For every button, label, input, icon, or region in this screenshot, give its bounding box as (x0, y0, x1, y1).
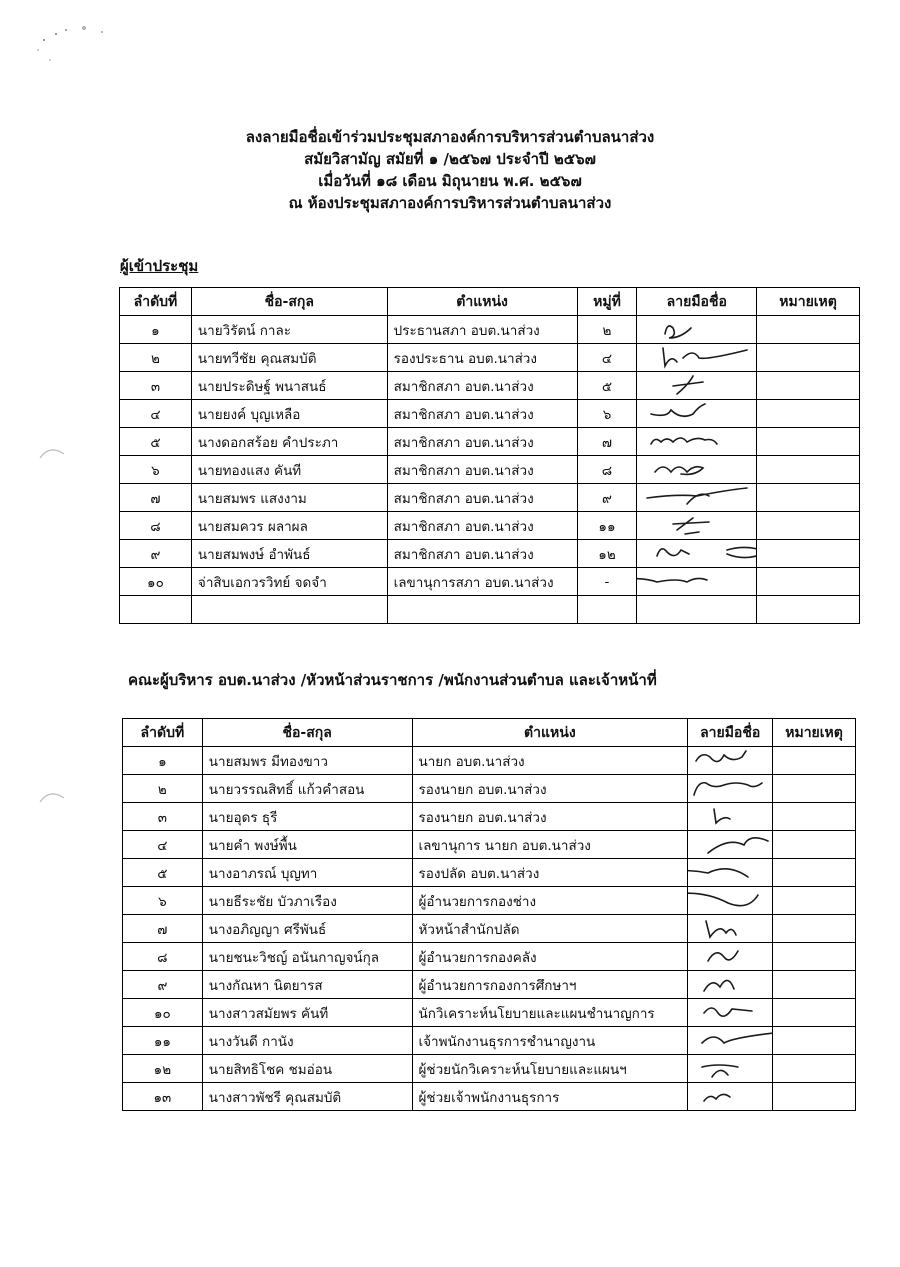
staff-position: รองนายก อบต.นาส่วง (412, 775, 688, 803)
handwritten-signature (637, 456, 756, 483)
staff-position: นักวิเคราะห์นโยบายและแผนชำนาญการ (412, 999, 688, 1027)
note-cell (757, 596, 860, 624)
table-row (120, 428, 860, 456)
table-header-row (123, 719, 856, 747)
scan-specks (30, 20, 130, 80)
staff-position: รองปลัด อบต.นาส่วง (412, 859, 688, 887)
village-number: ๘ (577, 456, 637, 484)
note-cell (773, 747, 856, 775)
note-cell (757, 428, 860, 456)
member-name: นายสมควร ผลาผล (191, 512, 387, 540)
village-number: ๑๒ (577, 540, 637, 568)
table-row (120, 456, 860, 484)
punch-hole-mark (38, 784, 66, 812)
note-cell (757, 400, 860, 428)
handwritten-signature (637, 568, 756, 595)
signature-cell (688, 1027, 773, 1055)
member-position: สมาชิกสภา อบต.นาส่วง (387, 428, 577, 456)
table-row (123, 803, 856, 831)
village-number: ๔ (577, 344, 637, 372)
village-number: ๒ (577, 316, 637, 344)
member-position: สมาชิกสภา อบต.นาส่วง (387, 484, 577, 512)
executives-table (122, 718, 856, 1111)
staff-position: เจ้าพนักงานธุรการชำนาญงาน (412, 1027, 688, 1055)
handwritten-signature (637, 540, 756, 567)
note-cell (773, 971, 856, 999)
village-number: ๗ (577, 428, 637, 456)
member-position: สมาชิกสภา อบต.นาส่วง (387, 512, 577, 540)
member-name: นายสมพงษ์ อำพันธ์ (191, 540, 387, 568)
note-cell (773, 1027, 856, 1055)
signature-cell (688, 747, 773, 775)
signature-cell (637, 540, 757, 568)
row-number: ๗ (120, 484, 192, 512)
signature-cell (637, 372, 757, 400)
table-row (120, 568, 860, 596)
note-cell (773, 1055, 856, 1083)
handwritten-signature (637, 372, 756, 399)
staff-position: รองนายก อบต.นาส่วง (412, 803, 688, 831)
handwritten-signature (688, 775, 772, 802)
staff-name: นายอุดร ธุรี (202, 803, 412, 831)
staff-name: นายสมพร มีทองขาว (202, 747, 412, 775)
column-header: หมายเหตุ (757, 288, 860, 316)
handwritten-signature (688, 915, 772, 942)
member-name: นายยงค์ บุญเหลือ (191, 400, 387, 428)
handwritten-signature (688, 831, 772, 858)
column-header: ลายมือชื่อ (637, 288, 757, 316)
signature-cell (688, 1055, 773, 1083)
staff-name: นายวรรณสิทธิ์ แก้วคำสอน (202, 775, 412, 803)
column-header: หมายเหตุ (773, 719, 856, 747)
staff-name: นางกัณหา นิตยารส (202, 971, 412, 999)
staff-position: ผู้อำนวยการกองคลัง (412, 943, 688, 971)
signature-cell (637, 428, 757, 456)
member-position: สมาชิกสภา อบต.นาส่วง (387, 456, 577, 484)
table-row (123, 1055, 856, 1083)
row-number (120, 596, 192, 624)
staff-name: นางสาวพัชรี คุณสมบัติ (202, 1083, 412, 1111)
row-number: ๔ (120, 400, 192, 428)
note-cell (773, 915, 856, 943)
column-header: ลำดับที่ (120, 288, 192, 316)
table-row (123, 943, 856, 971)
row-number: ๗ (123, 915, 203, 943)
handwritten-signature (637, 344, 756, 371)
table-row (120, 344, 860, 372)
member-position: สมาชิกสภา อบต.นาส่วง (387, 400, 577, 428)
row-number: ๒ (120, 344, 192, 372)
handwritten-signature (688, 1055, 772, 1082)
member-position: สมาชิกสภา อบต.นาส่วง (387, 540, 577, 568)
table-row (120, 484, 860, 512)
note-cell (757, 372, 860, 400)
table-row (120, 400, 860, 428)
signature-cell (688, 859, 773, 887)
note-cell (757, 456, 860, 484)
member-name: นายวิรัตน์ กาละ (191, 316, 387, 344)
handwritten-signature (688, 999, 772, 1026)
member-name: นายประดิษฐ์ พนาสนธ์ (191, 372, 387, 400)
handwritten-signature (688, 859, 772, 886)
staff-name: นายสิทธิโชค ชมอ่อน (202, 1055, 412, 1083)
village-number: ๖ (577, 400, 637, 428)
table-row (123, 1083, 856, 1111)
signature-cell (637, 568, 757, 596)
row-number: ๑๐ (120, 568, 192, 596)
attendees-section-title: ผู้เข้าประชุม (120, 257, 199, 275)
column-header: หมู่ที่ (577, 288, 637, 316)
note-cell (773, 999, 856, 1027)
table-row (123, 971, 856, 999)
signature-cell (637, 344, 757, 372)
signature-cell (637, 316, 757, 344)
table-row (123, 831, 856, 859)
table-row (123, 775, 856, 803)
staff-position: ผู้อำนวยการกองการศึกษาฯ (412, 971, 688, 999)
staff-position: นายก อบต.นาส่วง (412, 747, 688, 775)
table-row (120, 372, 860, 400)
handwritten-signature (637, 484, 756, 511)
member-name (191, 596, 387, 624)
member-name: นางดอกสร้อย คำประภา (191, 428, 387, 456)
table-row (120, 512, 860, 540)
signature-cell (688, 915, 773, 943)
note-cell (773, 1083, 856, 1111)
row-number: ๕ (123, 859, 203, 887)
table-row (120, 596, 860, 624)
table-row (123, 915, 856, 943)
staff-name: นางสาวสมัยพร คันที (202, 999, 412, 1027)
note-cell (757, 484, 860, 512)
signature-cell (637, 484, 757, 512)
row-number: ๔ (123, 831, 203, 859)
table-row (123, 999, 856, 1027)
note-cell (773, 943, 856, 971)
handwritten-signature (637, 512, 756, 539)
staff-name: นายชนะวิชญ์ อนันกาญจน์กุล (202, 943, 412, 971)
table-row (123, 859, 856, 887)
row-number: ๙ (120, 540, 192, 568)
signature-cell (688, 971, 773, 999)
row-number: ๒ (123, 775, 203, 803)
row-number: ๓ (120, 372, 192, 400)
row-number: ๖ (120, 456, 192, 484)
document-header (0, 126, 900, 214)
staff-name: นางวันดี กานัง (202, 1027, 412, 1055)
signature-cell (637, 456, 757, 484)
handwritten-signature (688, 803, 772, 830)
note-cell (757, 344, 860, 372)
note-cell (757, 512, 860, 540)
handwritten-signature (637, 428, 756, 455)
column-header: ลำดับที่ (123, 719, 203, 747)
header-venue: ณ ห้องประชุมสภาองค์การบริหารส่วนตำบลนาส่วง (288, 194, 612, 212)
village-number: ๑๑ (577, 512, 637, 540)
member-position: สมาชิกสภา อบต.นาส่วง (387, 372, 577, 400)
handwritten-signature (637, 400, 756, 427)
table-row (120, 540, 860, 568)
signature-cell (637, 596, 757, 624)
member-name: นายทองแสง คันที (191, 456, 387, 484)
header-session: สมัยวิสามัญ สมัยที่ ๑ /๒๕๖๗ ประจำปี ๒๕๖๗ (304, 150, 596, 168)
village-number: - (577, 568, 637, 596)
signature-cell (688, 943, 773, 971)
row-number: ๑๓ (123, 1083, 203, 1111)
row-number: ๘ (120, 512, 192, 540)
staff-position: เลขานุการ นายก อบต.นาส่วง (412, 831, 688, 859)
row-number: ๙ (123, 971, 203, 999)
member-name: นายทวีชัย คุณสมบัติ (191, 344, 387, 372)
handwritten-signature (637, 316, 756, 343)
row-number: ๑ (120, 316, 192, 344)
table-row (123, 747, 856, 775)
signature-cell (688, 775, 773, 803)
staff-name: นายคำ พงษ์พื้น (202, 831, 412, 859)
row-number: ๑๒ (123, 1055, 203, 1083)
handwritten-signature (688, 887, 772, 914)
row-number: ๕ (120, 428, 192, 456)
attendees-table (119, 287, 860, 624)
table-header-row (120, 288, 860, 316)
row-number: ๖ (123, 887, 203, 915)
table-row (120, 316, 860, 344)
staff-name: นายธีระชัย บัวภาเรือง (202, 887, 412, 915)
signature-cell (688, 803, 773, 831)
note-cell (757, 540, 860, 568)
member-position (387, 596, 577, 624)
table-row (123, 887, 856, 915)
signature-cell (688, 887, 773, 915)
note-cell (773, 775, 856, 803)
note-cell (773, 803, 856, 831)
note-cell (773, 887, 856, 915)
column-header: ลายมือชื่อ (688, 719, 773, 747)
row-number: ๑๐ (123, 999, 203, 1027)
row-number: ๓ (123, 803, 203, 831)
village-number: ๙ (577, 484, 637, 512)
staff-name: นางอาภรณ์ บุญทา (202, 859, 412, 887)
header-date: เมื่อวันที่ ๑๘ เดือน มิถุนายน พ.ศ. ๒๕๖๗ (318, 172, 582, 190)
table-row (123, 1027, 856, 1055)
member-name: จ่าสิบเอกวรวิทย์ จดจำ (191, 568, 387, 596)
row-number: ๑ (123, 747, 203, 775)
note-cell (773, 831, 856, 859)
village-number: ๕ (577, 372, 637, 400)
column-header: ชื่อ-สกุล (191, 288, 387, 316)
punch-hole-mark (38, 440, 66, 468)
handwritten-signature (688, 943, 772, 970)
handwritten-signature (688, 747, 772, 774)
signature-cell (688, 831, 773, 859)
staff-name: นางอภิญญา ศรีพันธ์ (202, 915, 412, 943)
column-header: ชื่อ-สกุล (202, 719, 412, 747)
signature-cell (688, 1083, 773, 1111)
note-cell (757, 316, 860, 344)
column-header: ตำแหน่ง (387, 288, 577, 316)
signature-cell (688, 999, 773, 1027)
staff-position: ผู้ช่วยเจ้าพนักงานธุรการ (412, 1083, 688, 1111)
handwritten-signature (688, 971, 772, 998)
member-position: รองประธาน อบต.นาส่วง (387, 344, 577, 372)
row-number: ๘ (123, 943, 203, 971)
member-position: เลขานุการสภา อบต.นาส่วง (387, 568, 577, 596)
signature-cell (637, 512, 757, 540)
staff-position: หัวหน้าสำนักปลัด (412, 915, 688, 943)
note-cell (773, 859, 856, 887)
row-number: ๑๑ (123, 1027, 203, 1055)
member-position: ประธานสภา อบต.นาส่วง (387, 316, 577, 344)
staff-position: ผู้ช่วยนักวิเคราะห์นโยบายและแผนฯ (412, 1055, 688, 1083)
column-header: ตำแหน่ง (412, 719, 688, 747)
header-title: ลงลายมือชื่อเข้าร่วมประชุมสภาองค์การบริหารส่วนตำบลนาส่วง (245, 128, 655, 146)
member-name: นายสมพร แสงงาม (191, 484, 387, 512)
staff-position: ผู้อำนวยการกองช่าง (412, 887, 688, 915)
signature-cell (637, 400, 757, 428)
village-number (577, 596, 637, 624)
handwritten-signature (688, 1027, 772, 1054)
note-cell (757, 568, 860, 596)
handwritten-signature (688, 1083, 772, 1110)
executives-section-title: คณะผู้บริหาร อบต.นาส่วง /หัวหน้าส่วนราชการ /พนักงานส่วนตำบล และเจ้าหน้าที่ (128, 671, 657, 689)
